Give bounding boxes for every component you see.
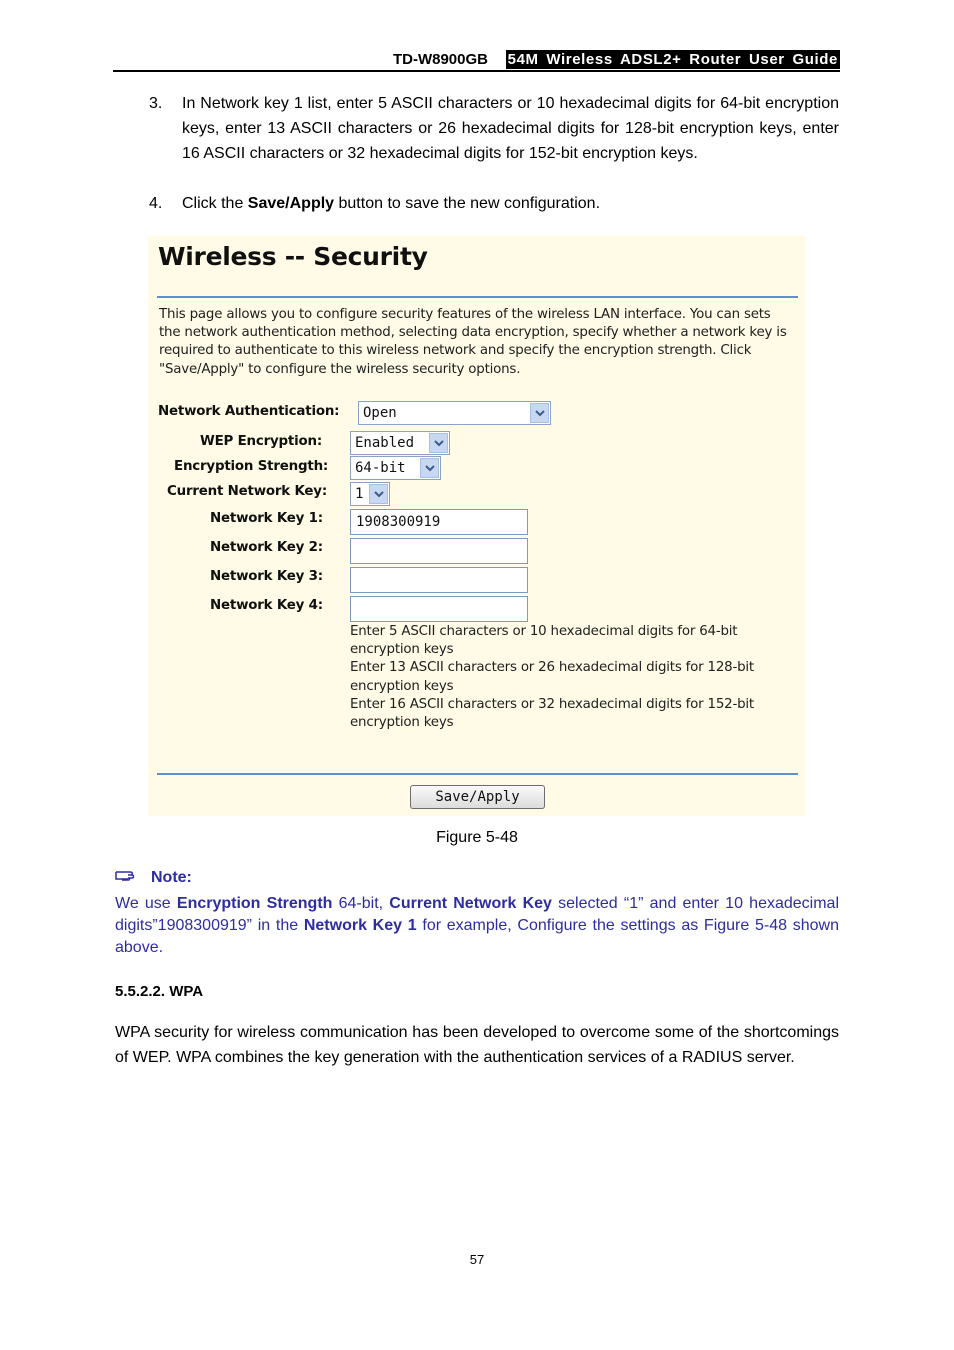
- note-heading: Note:: [115, 868, 192, 888]
- chevron-down-icon: [429, 433, 448, 453]
- step-number: 3.: [149, 95, 163, 112]
- network-key-2-input[interactable]: [350, 538, 528, 564]
- chevron-down-icon: [420, 458, 439, 478]
- pointing-hand-icon: [115, 868, 141, 888]
- chevron-down-icon: [369, 484, 388, 504]
- network-key-2-label: Network Key 2:: [210, 540, 323, 555]
- network-key-3-label: Network Key 3:: [210, 569, 323, 584]
- step-text: Click the Save/Apply button to save the new configuration.: [182, 195, 601, 212]
- figure-caption: Figure 5-48: [436, 829, 518, 846]
- network-key-1-label: Network Key 1:: [210, 511, 323, 526]
- network-key-3-input[interactable]: [350, 567, 528, 593]
- body-paragraph: WPA security for wireless communication has been developed to overcome some of the shortcomings of WEP. WPA combines the key generation with the authentication services of a RADIUS server.: [115, 1024, 839, 1066]
- panel-title: Wireless -- Security: [158, 242, 428, 271]
- wireless-security-panel: [148, 236, 805, 816]
- divider: [157, 773, 798, 775]
- header-guide-title: 54M Wireless ADSL2+ Router User Guide: [507, 51, 838, 68]
- key-length-hint: Enter 5 ASCII characters or 10 hexadecimal digits for 64-bit encryption keys Enter 13 ASCII characters or 26 hexadecimal digits for 128-bit encryption keys Enter 16 ASCII characters or 32 hexadecimal digits for 152-bit encryption keys: [350, 624, 754, 731]
- wep-encryption-select[interactable]: Enabled: [350, 431, 450, 455]
- step-number: 4.: [149, 195, 163, 212]
- encryption-strength-select[interactable]: 64-bit: [350, 456, 441, 480]
- panel-description: This page allows you to configure security features of the wireless LAN interface. You can sets the network authentication method, selecting data encryption, specify whether a network key is required to authenticate to this wireless network and specify the encryption strength. Click "Save/Apply" to configure the wireless security options.: [159, 307, 787, 377]
- divider: [157, 296, 798, 298]
- network-key-4-input[interactable]: [350, 596, 528, 622]
- chevron-down-icon: [530, 403, 549, 423]
- network-authentication-select[interactable]: Open: [358, 401, 551, 425]
- encryption-strength-label: Encryption Strength:: [174, 459, 329, 474]
- header-model: TD-W8900GB: [392, 51, 488, 68]
- note-body: We use Encryption Strength 64-bit, Current Network Key selected “1” and enter 10 hexadecimal digits”1908300919” in the Network Key 1 for example, Configure the settings as Figure 5-48 shown above.: [115, 895, 840, 956]
- section-heading: 5.5.2.2. WPA: [115, 983, 204, 1000]
- page-number: 57: [469, 1252, 485, 1267]
- save-apply-button[interactable]: Save/Apply: [410, 785, 545, 809]
- page-header: [113, 50, 840, 72]
- network-key-1-input[interactable]: 1908300919: [350, 509, 528, 535]
- wep-encryption-label: WEP Encryption:: [200, 434, 323, 449]
- save-apply-reference: Save/Apply: [247, 195, 335, 212]
- current-network-key-select[interactable]: 1: [350, 482, 390, 506]
- network-key-4-label: Network Key 4:: [210, 598, 323, 613]
- step-text: In Network key 1 list, enter 5 ASCII characters or 10 hexadecimal digits for 64-bit encryption keys, enter 13 ASCII characters or 26 hexadecimal digits for 128-bit encryption keys, enter 16 ASCII characters or 32 hexadecimal digits for 152-bit encryption keys.: [182, 95, 839, 162]
- network-authentication-label: Network Authentication:: [158, 404, 340, 419]
- current-network-key-label: Current Network Key:: [167, 484, 327, 499]
